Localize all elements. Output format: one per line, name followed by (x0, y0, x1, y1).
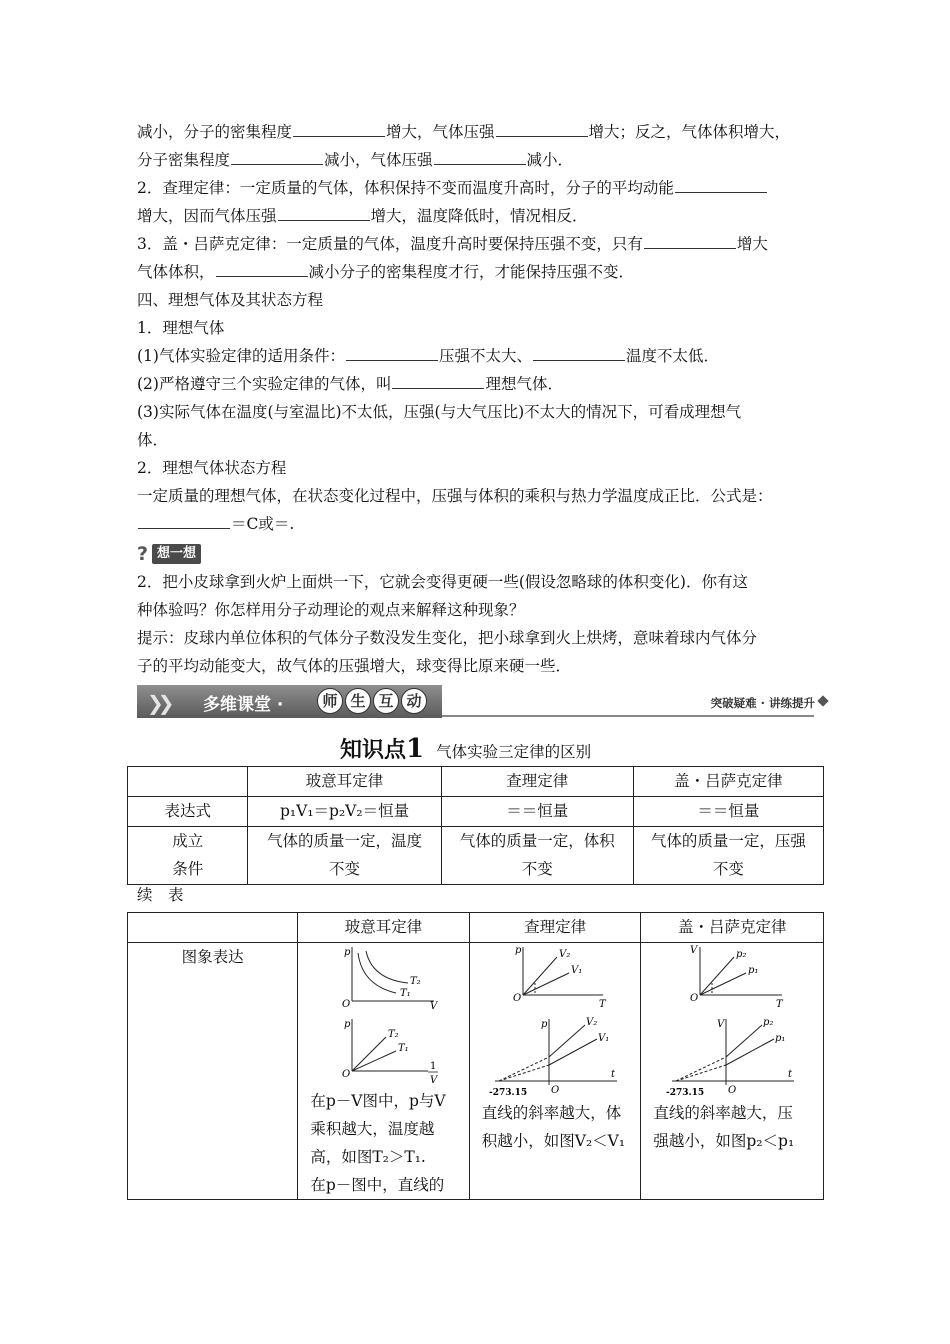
svg-text:V: V (429, 1075, 437, 1086)
text: 减小，气体压强 (324, 151, 433, 169)
svg-text:T: T (776, 999, 783, 1010)
question: 种体验吗？你怎样用分子动理论的观点来解释这种现象？ (137, 601, 525, 619)
svg-text:V₂: V₂ (586, 1017, 598, 1028)
text: 3．盖・吕萨克定律：一定质量的气体，温度升高时要保持压强不变，只有 (137, 235, 643, 253)
text: 1．理想气体 (137, 319, 225, 337)
svg-text:V: V (690, 945, 698, 956)
banner-right-text: 突破疑难 · 讲练提升 (710, 696, 815, 710)
blank (533, 344, 625, 361)
knowledge-point-title: 知识点1 气体实验三定律的区别 (340, 734, 592, 764)
row-label: 表达式 (128, 797, 248, 827)
svg-text:p: p (343, 1019, 350, 1030)
blank (231, 148, 323, 165)
header-boyle: 玻意耳定律 (298, 913, 469, 943)
header-charles: 查理定律 (469, 913, 641, 943)
svg-text:O: O (341, 1069, 350, 1080)
text: 温度不太低． (625, 347, 719, 365)
svg-text:V₂: V₂ (559, 949, 571, 960)
blank (675, 176, 767, 193)
svg-text:1: 1 (429, 1061, 436, 1072)
svg-text:p₂: p₂ (736, 949, 747, 960)
banner-char: 动 (401, 688, 427, 714)
gay-lussac-cell (641, 943, 824, 1200)
svg-text:O: O (513, 993, 522, 1004)
graph-table (127, 912, 824, 1200)
text: 减小，分子的密集程度 (137, 123, 293, 141)
text: 增大，温度降低时，情况相反． (370, 207, 588, 225)
section-heading: 四、理想气体及其状态方程 (137, 291, 324, 309)
condition: 气体的质量一定，温度 不变 (248, 827, 441, 885)
diamond-icon (817, 695, 828, 706)
text: (2)严格遵守三个实验定律的气体，叫 (137, 375, 392, 393)
banner-line (442, 715, 814, 717)
condition: 气体的质量一定，体积 不变 (441, 827, 633, 885)
blank (644, 232, 736, 249)
banner-char: 师 (317, 688, 343, 714)
text: 减小． (526, 151, 574, 169)
text: 减小分子的密集程度才行，才能保持压强不变． (308, 263, 635, 281)
question-icon: ? (137, 543, 149, 565)
blank (434, 148, 526, 165)
think-tag: 想一想 (152, 544, 201, 564)
banner-char: 互 (373, 688, 399, 714)
blank (346, 344, 438, 361)
text: 气体体积， (137, 263, 215, 281)
svg-text:p₁: p₁ (775, 1033, 786, 1044)
continued-label: 续 表 (137, 886, 184, 904)
svg-text:p: p (343, 947, 350, 958)
answer: 子的平均动能变大，故气体的压强增大，球变得比原来硬一些． (137, 657, 572, 675)
boyle-desc: 在p－V图中，p与V 乘积越大，温度越 高，如图T₂＞T₁. 在p－图中，直线的 (310, 1092, 446, 1194)
text: 体． (137, 431, 169, 449)
text: 压强不太大、 (438, 347, 532, 365)
gay-lussac-Vt-graph (662, 1015, 802, 1099)
svg-text:T₂: T₂ (409, 976, 421, 987)
svg-text:O: O (341, 999, 350, 1009)
svg-text:V₁: V₁ (598, 1033, 610, 1044)
answer: 提示：皮球内单位体积的气体分子数没发生变化，把小球拿到火上烘烤，意味着球内气体分 (137, 629, 758, 647)
svg-text:V: V (717, 1019, 725, 1030)
charles-pt-graph (485, 1015, 625, 1099)
text: (3)实际气体在温度(与室温比)不太低，压强(与大气压比)不太大的情况下，可看成理想气 (137, 403, 742, 421)
gay-lussac-desc: 直线的斜率越大，压 强越小，如图p₂＜p₁ (653, 1104, 795, 1150)
laws-table (127, 766, 824, 885)
gay-lussac-VT-graph (672, 943, 792, 1011)
charles-desc: 直线的斜率越大，体 积越小，如图V₂＜V₁ (481, 1104, 626, 1150)
text-body (137, 118, 827, 680)
formula: ＝＝恒量 (441, 797, 633, 827)
blank (392, 372, 484, 389)
text: (1)气体实验定律的适用条件： (137, 347, 345, 365)
text: 增大，因而气体压强 (137, 207, 277, 225)
svg-text:-273.15: -273.15 (666, 1088, 705, 1098)
text: 2．查理定律：一定质量的气体，体积保持不变而温度升高时，分子的平均动能 (137, 179, 674, 197)
chevron-icon: ❯❯ (147, 691, 169, 715)
svg-text:O: O (728, 1085, 737, 1096)
section-banner (137, 685, 827, 718)
blank (293, 120, 385, 137)
header-charles: 查理定律 (441, 767, 633, 797)
text: 增大；反之，气体体积增大， (588, 123, 791, 141)
text: ＝C或＝. (231, 515, 295, 533)
boyle-cell (298, 943, 469, 1200)
boyle-pv-graph (324, 943, 444, 1009)
banner-char: 生 (345, 688, 371, 714)
svg-text:T₂: T₂ (387, 1029, 399, 1040)
blank (216, 260, 308, 277)
svg-text:T₁: T₁ (397, 1043, 409, 1054)
text: 增大，气体压强 (386, 123, 495, 141)
svg-text:O: O (551, 1085, 560, 1096)
svg-text:t: t (611, 1069, 616, 1080)
svg-text:p: p (541, 1019, 548, 1030)
text: 分子密集程度 (137, 151, 231, 169)
svg-text:O: O (690, 993, 699, 1004)
row-label: 图象表达 (128, 943, 298, 1200)
formula: p₁V₁＝p₂V₂＝恒量 (248, 797, 441, 827)
text: 2．理想气体状态方程 (137, 459, 287, 477)
think-label (137, 540, 827, 568)
svg-text:T: T (599, 999, 606, 1010)
row-label: 成立 条件 (128, 827, 248, 885)
formula: ＝＝恒量 (633, 797, 823, 827)
svg-text:V: V (429, 1001, 437, 1009)
text: 理想气体． (485, 375, 563, 393)
blank (278, 204, 370, 221)
svg-text:p₁: p₁ (748, 965, 759, 976)
charles-pT-graph (495, 943, 615, 1011)
boyle-p-invV-graph (324, 1015, 444, 1087)
question: 2．把小皮球拿到火炉上面烘一下，它就会变得更硬一些(假设忽略球的体积变化)．你有这 (137, 573, 748, 591)
banner-circles (317, 688, 429, 714)
condition: 气体的质量一定，压强 不变 (633, 827, 823, 885)
header-boyle: 玻意耳定律 (248, 767, 441, 797)
svg-text:V₁: V₁ (571, 965, 583, 976)
svg-text:-273.15: -273.15 (489, 1088, 528, 1098)
text: 一定质量的理想气体，在状态变化过程中，压强与体积的乘积与热力学温度成正比．公式是： (137, 487, 773, 505)
svg-text:p₂: p₂ (763, 1017, 774, 1028)
header-gay-lussac: 盖・吕萨克定律 (641, 913, 824, 943)
svg-text:t: t (788, 1069, 793, 1080)
banner-left-text: 多维课堂 · (203, 695, 284, 715)
charles-cell (469, 943, 641, 1200)
svg-text:T₁: T₁ (399, 988, 411, 999)
header-gay-lussac: 盖・吕萨克定律 (633, 767, 823, 797)
blank (496, 120, 588, 137)
blank (138, 512, 230, 529)
text: 增大 (736, 235, 768, 253)
svg-text:p: p (515, 945, 522, 956)
